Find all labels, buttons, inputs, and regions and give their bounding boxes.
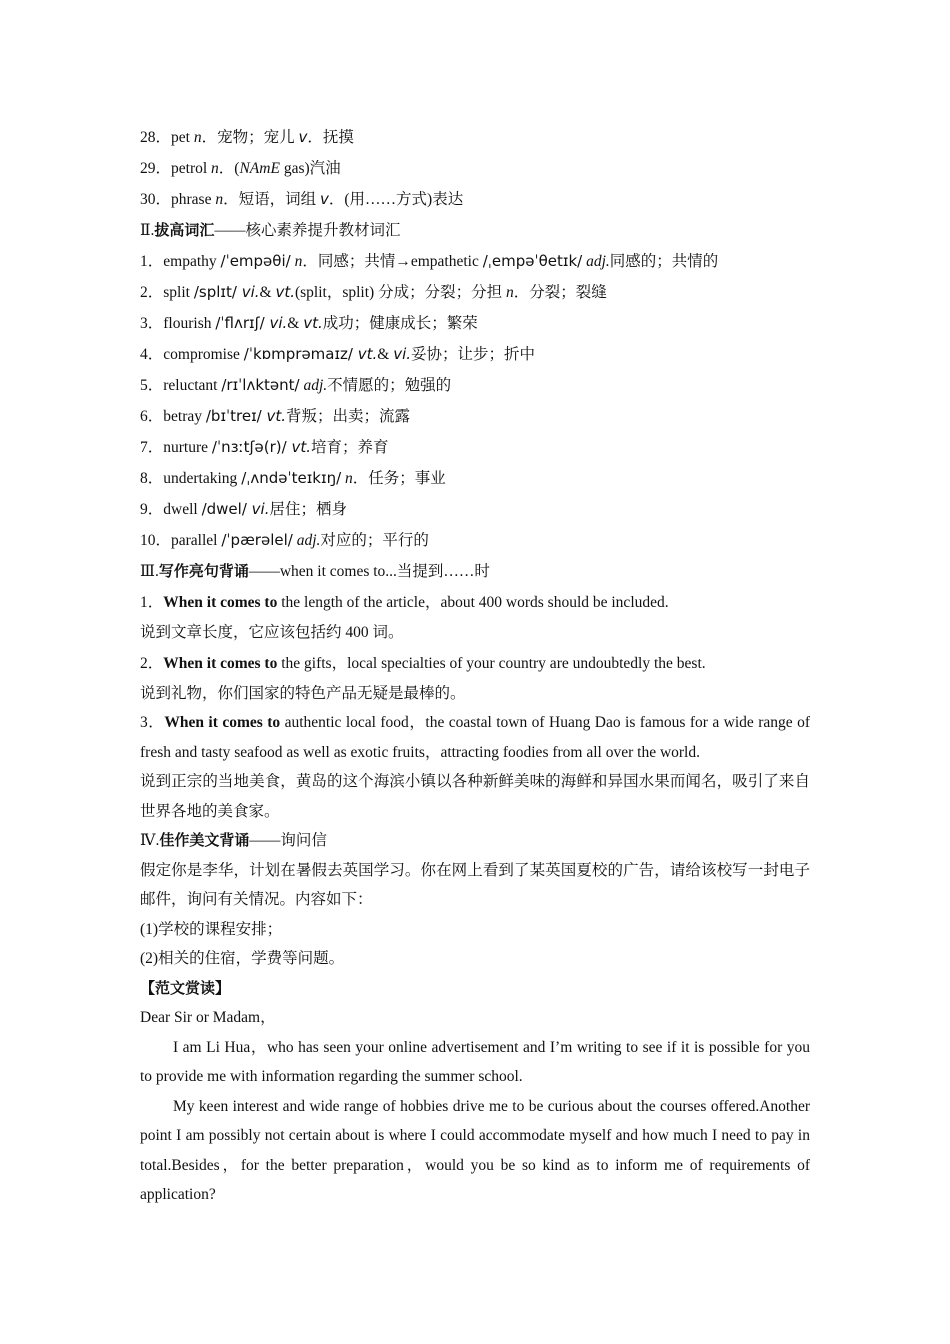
entry-number: 4． <box>140 346 164 363</box>
entry-meaning: (split，split) 分成；分裂；分担 <box>294 284 506 301</box>
entry-meaning: ．同感；共情 <box>302 253 396 270</box>
entry-meaning: ．( <box>218 160 240 177</box>
section-heading-writing-sentences <box>140 556 810 587</box>
entry-word: phrase <box>171 191 216 208</box>
entry-number: 9． <box>140 501 164 518</box>
entry-word: split <box>163 284 194 301</box>
entry-number: 30． <box>140 191 172 208</box>
vocab-entry-undertaking <box>140 463 810 494</box>
document-page <box>140 122 810 1210</box>
entry-number: 5． <box>140 377 164 394</box>
part-of-speech: vt. <box>303 314 323 332</box>
phonetic: /rɪˈlʌktənt/ <box>221 376 300 394</box>
entry-word: petrol <box>171 160 212 177</box>
part-of-speech: n <box>211 160 219 177</box>
vocab-entry-parallel <box>140 525 810 556</box>
entry-word: nurture <box>163 439 212 456</box>
phonetic: /ˌʌndəˈteɪkɪŋ/ <box>241 469 342 487</box>
sentence-number: 2． <box>140 654 164 672</box>
part-of-speech: n <box>193 129 202 146</box>
part-of-speech: n <box>341 470 353 487</box>
phonetic: /dwel/ <box>201 500 247 518</box>
phonetic: /splɪt/ <box>193 283 237 301</box>
usage-note: NAmE <box>239 160 280 177</box>
entry-word: pet <box>171 129 194 146</box>
arrow-icon: → <box>395 253 411 270</box>
entry-meaning: 居住；栖身 <box>269 501 347 518</box>
part-of-speech: v <box>319 190 329 208</box>
task-point-1: (1)学校的课程安排； <box>140 920 283 938</box>
part-of-speech: n <box>215 191 224 208</box>
sentence-text: the length of the article，about 400 words should be included. <box>277 594 669 611</box>
sentence-text: the gifts，local specialties of your country are undoubtedly the best. <box>277 654 706 672</box>
phonetic: /ˈnɜːtʃə(r)/ <box>211 438 287 456</box>
entry-meaning: 同感的；共情的 <box>609 253 719 270</box>
vocab-entry-30 <box>140 184 810 215</box>
phonetic: /ˈflʌrɪʃ/ <box>215 314 265 332</box>
phonetic: /ˈpærəlel/ <box>221 531 293 549</box>
sentence-translation-1: 说到文章长度，它应该包括约 400 词。 <box>140 624 404 641</box>
task-intro: 假定你是李华，计划在暑假去英国学习。你在网上看到了某英国夏校的广告，请给该校写一封电子邮件，询问有关情况。内容如下： <box>140 861 810 908</box>
vocab-entry-flourish <box>140 308 810 339</box>
entry-meaning: ．宠物；宠儿 <box>201 129 299 146</box>
section-title: 写作亮句背诵 <box>158 562 249 580</box>
vocab-entry-dwell <box>140 494 810 525</box>
vocab-entry-29 <box>140 153 810 184</box>
entry-number: 29． <box>140 160 172 177</box>
section-subtitle: ——核心素养提升教材词汇 <box>214 222 401 239</box>
vocab-entry-empathy <box>140 246 810 277</box>
ampersand: & <box>377 346 394 363</box>
phonetic: /ˈkɒmprəmaɪz/ <box>243 345 353 363</box>
model-essay-label: 【范文赏读】 <box>140 978 231 997</box>
phonetic: /bɪˈtreɪ/ <box>205 407 262 425</box>
part-of-speech: adj. <box>582 253 610 270</box>
ampersand: & <box>287 315 304 332</box>
example-sentence-2 <box>140 648 810 679</box>
part-of-speech: vi. <box>246 500 270 518</box>
letter-paragraph-1: I am Li Hua，who has seen your online advertisement and I’m writing to see if it is possible for you to provide me with information regarding the summer school. <box>140 1038 810 1085</box>
section-subtitle: ——when it comes to...当提到……时 <box>248 563 490 580</box>
vocab-entry-nurture <box>140 432 810 463</box>
section-numeral: Ⅳ. <box>140 832 160 849</box>
entry-number: 10． <box>140 532 172 549</box>
entry-number: 6． <box>140 408 164 425</box>
task-point-2: (2)相关的住宿，学费等问题。 <box>140 950 345 967</box>
sentence-number: 1． <box>140 594 164 611</box>
section-numeral: Ⅲ. <box>140 563 159 580</box>
key-phrase: When it comes to <box>164 714 281 731</box>
sentence-number: 3． <box>140 714 165 731</box>
part-of-speech: vt. <box>275 283 295 301</box>
entry-number: 28． <box>140 129 172 146</box>
key-phrase: When it comes to <box>163 654 278 672</box>
entry-word: empathy <box>163 253 221 270</box>
part-of-speech: v <box>298 128 308 146</box>
entry-word: undertaking <box>163 470 242 487</box>
example-sentence-3 <box>140 708 810 767</box>
example-sentence-1 <box>140 587 810 618</box>
entry-meaning: ．分裂；裂缝 <box>513 284 607 301</box>
derived-word: empathetic <box>410 253 483 270</box>
entry-word: flourish <box>163 315 216 332</box>
ampersand: & <box>259 284 276 301</box>
section-numeral: Ⅱ. <box>140 222 155 239</box>
entry-meaning: gas)汽油 <box>279 160 341 177</box>
entry-meaning: 妥协；让步；折中 <box>411 346 536 363</box>
vocab-entry-compromise <box>140 339 810 370</box>
letter-paragraph-2: My keen interest and wide range of hobbies drive me to be curious about the courses offered.Another point I am possibly not certain about is where I could accommodate myself and how much I need to pay in total.Besides，for the better preparation，would you be so kind as to inform me of requirements of application? <box>140 1097 810 1203</box>
entry-number: 2． <box>140 284 164 301</box>
entry-number: 1． <box>140 253 164 270</box>
part-of-speech: vt. <box>352 345 378 363</box>
entry-meaning: ．任务；事业 <box>352 470 446 487</box>
vocab-entry-split <box>140 277 810 308</box>
entry-word: parallel <box>171 532 222 549</box>
entry-meaning: 背叛；出卖；流露 <box>286 408 411 425</box>
part-of-speech: adj. <box>299 377 328 394</box>
entry-number: 7． <box>140 439 164 456</box>
part-of-speech: n <box>290 253 303 270</box>
vocab-entry-betray <box>140 401 810 432</box>
entry-word: betray <box>163 408 206 425</box>
section-heading-advanced-vocab <box>140 215 810 246</box>
part-of-speech: adj. <box>292 532 321 549</box>
part-of-speech: vi. <box>264 314 288 332</box>
entry-word: compromise <box>163 346 244 363</box>
entry-word: reluctant <box>163 377 222 394</box>
sentence-translation-3: 说到正宗的当地美食，黄岛的这个海滨小镇以各种新鲜美味的海鲜和异国水果而闻名，吸引了来自世界各地的美食家。 <box>140 773 810 820</box>
letter-salutation: Dear Sir or Madam， <box>140 1009 276 1026</box>
key-phrase: When it comes to <box>163 594 278 611</box>
part-of-speech: vi. <box>236 283 260 301</box>
entry-meaning: ．短语，词组 <box>223 191 320 208</box>
entry-number: 8． <box>140 470 164 487</box>
part-of-speech: vt. <box>261 407 287 425</box>
entry-number: 3． <box>140 315 164 332</box>
section-heading-model-essay <box>140 826 810 856</box>
entry-meaning: 对应的；平行的 <box>320 532 429 549</box>
phonetic: /ˌempəˈθetɪk/ <box>482 252 583 270</box>
entry-meaning: 成功；健康成长；繁荣 <box>322 315 478 332</box>
vocab-entry-28 <box>140 122 810 153</box>
entry-word: dwell <box>163 501 202 518</box>
entry-meaning: ．(用……方式)表达 <box>328 191 464 208</box>
part-of-speech: vi. <box>393 345 412 363</box>
section-subtitle: ——询问信 <box>249 832 327 849</box>
part-of-speech: n <box>505 284 514 301</box>
entry-meaning: ．抚摸 <box>307 129 354 146</box>
entry-meaning: 不情愿的；勉强的 <box>327 377 452 394</box>
sentence-text: authentic local food，the coastal town of Huang Dao is famous for a wide range of fresh and tasty seafood as well as exotic fruits，attracting foodies from all over the world. <box>140 714 810 761</box>
part-of-speech: vt. <box>286 438 311 456</box>
section-title: 佳作美文背诵 <box>159 831 250 849</box>
phonetic: /ˈempəθi/ <box>220 252 291 270</box>
entry-meaning: 培育；养育 <box>311 439 389 456</box>
sentence-translation-2: 说到礼物，你们国家的特色产品无疑是最棒的。 <box>140 684 466 702</box>
section-title: 拔高词汇 <box>154 221 215 239</box>
vocab-entry-reluctant <box>140 370 810 401</box>
